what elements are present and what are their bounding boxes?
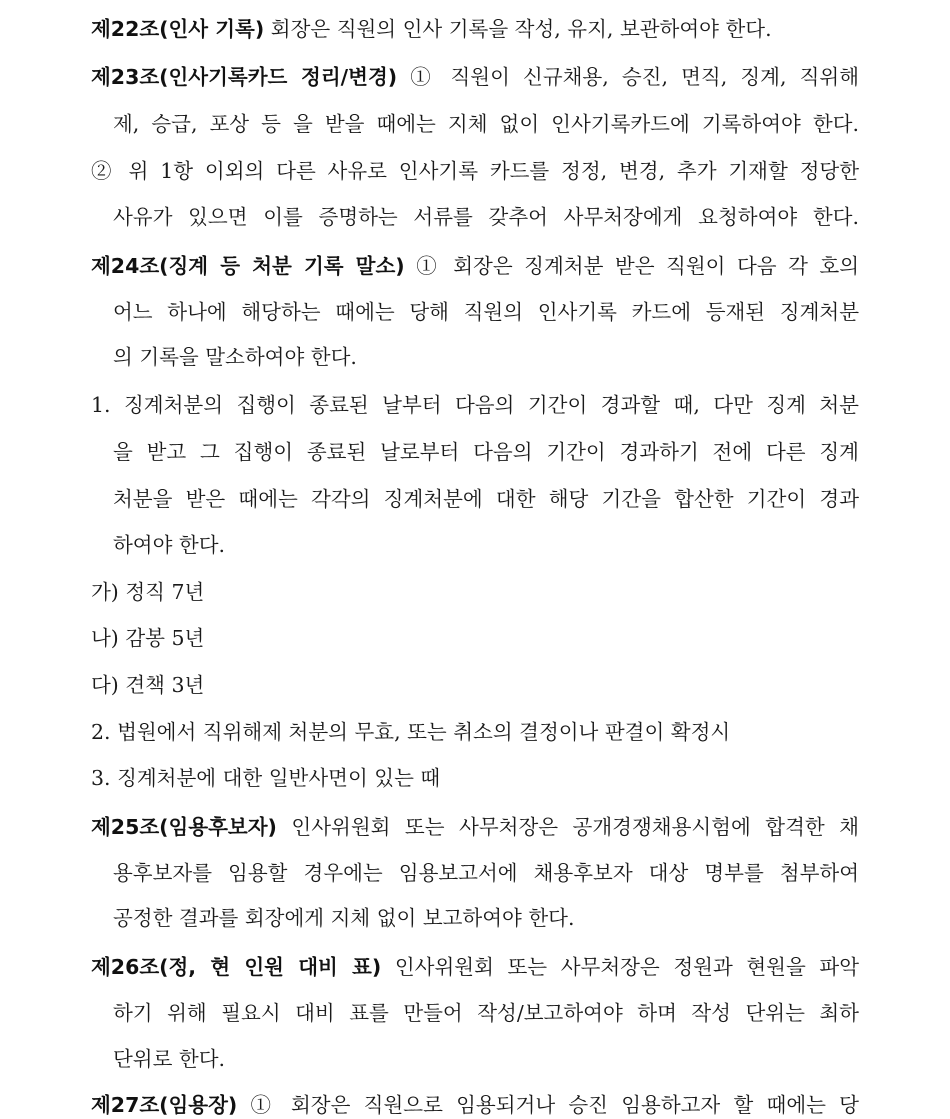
text-line: 처분을 받은 때에는 각각의 징계처분에 대한 해당 기간을 합산한 기간이 경과 [113, 487, 859, 511]
article-26 [91, 953, 859, 981]
sub-item: 다) 견책 3년 [91, 673, 205, 697]
article-heading: 제24조(징계 등 처분 기록 말소) [91, 254, 405, 278]
text-line: ② 위 1항 이외의 다른 사유로 인사기록 카드를 정정, 변경, 추가 기재할 정당한 [91, 159, 859, 183]
sub-item: 나) 감봉 5년 [91, 626, 205, 650]
text-line: 하기 위해 필요시 대비 표를 만들어 작성/보고하여야 하며 작성 단위는 최하 [113, 1001, 859, 1025]
article-heading: 제26조(정, 현 인원 대비 표) [91, 955, 382, 979]
list-item: 3. 징계처분에 대한 일반사면이 있는 때 [91, 766, 441, 790]
article-text: ① 직원이 신규채용, 승진, 면직, 징계, 직위해 [410, 65, 859, 89]
article-25 [91, 813, 859, 841]
text-line: 하여야 한다. [113, 533, 226, 557]
text-line: 용후보자를 임용할 경우에는 임용보고서에 채용후보자 대상 명부를 첨부하여 [113, 861, 859, 885]
article-text: 회장은 직원의 인사 기록을 작성, 유지, 보관하여야 한다. [270, 17, 772, 41]
article-text: 인사위원회 또는 사무처장은 공개경쟁채용시험에 합격한 채 [291, 815, 859, 839]
article-heading: 제22조(인사 기록) [91, 17, 265, 41]
article-text: ① 회장은 직원으로 임용되거나 승진 임용하고자 할 때에는 당 [250, 1093, 859, 1117]
article-heading: 제23조(인사기록카드 정리/변경) [91, 65, 398, 89]
text-line: 단위로 한다. [113, 1047, 226, 1071]
list-item: 1. 징계처분의 집행이 종료된 날부터 다음의 기간이 경과할 때, 다만 징계 처분 [91, 393, 859, 417]
article-27 [91, 1091, 859, 1119]
article-heading: 제25조(임용후보자) [91, 815, 277, 839]
sub-item: 가) 정직 7년 [91, 580, 205, 604]
article-text: ① 회장은 징계처분 받은 직원이 다음 각 호의 [416, 254, 859, 278]
text-line: 을 받고 그 집행이 종료된 날로부터 다음의 기간이 경과하기 전에 다른 징계 [113, 440, 859, 464]
article-text: 인사위원회 또는 사무처장은 정원과 현원을 파악 [394, 955, 859, 979]
list-item: 2. 법원에서 직위해제 처분의 무효, 또는 취소의 결정이나 판결이 확정시 [91, 720, 731, 744]
article-22 [91, 15, 859, 43]
text-line: 어느 하나에 해당하는 때에는 당해 직원의 인사기록 카드에 등재된 징계처분 [113, 300, 859, 324]
text-line: 의 기록을 말소하여야 한다. [113, 345, 357, 369]
article-23 [91, 63, 859, 91]
article-24 [91, 252, 859, 280]
text-line: 사유가 있으면 이를 증명하는 서류를 갖추어 사무처장에게 요청하여야 한다. [113, 205, 859, 229]
article-heading: 제27조(임용장) [91, 1093, 238, 1117]
text-line: 제, 승급, 포상 등 을 받을 때에는 지체 없이 인사기록카드에 기록하여야 한다. [113, 112, 859, 136]
text-line: 공정한 결과를 회장에게 지체 없이 보고하여야 한다. [113, 906, 575, 930]
